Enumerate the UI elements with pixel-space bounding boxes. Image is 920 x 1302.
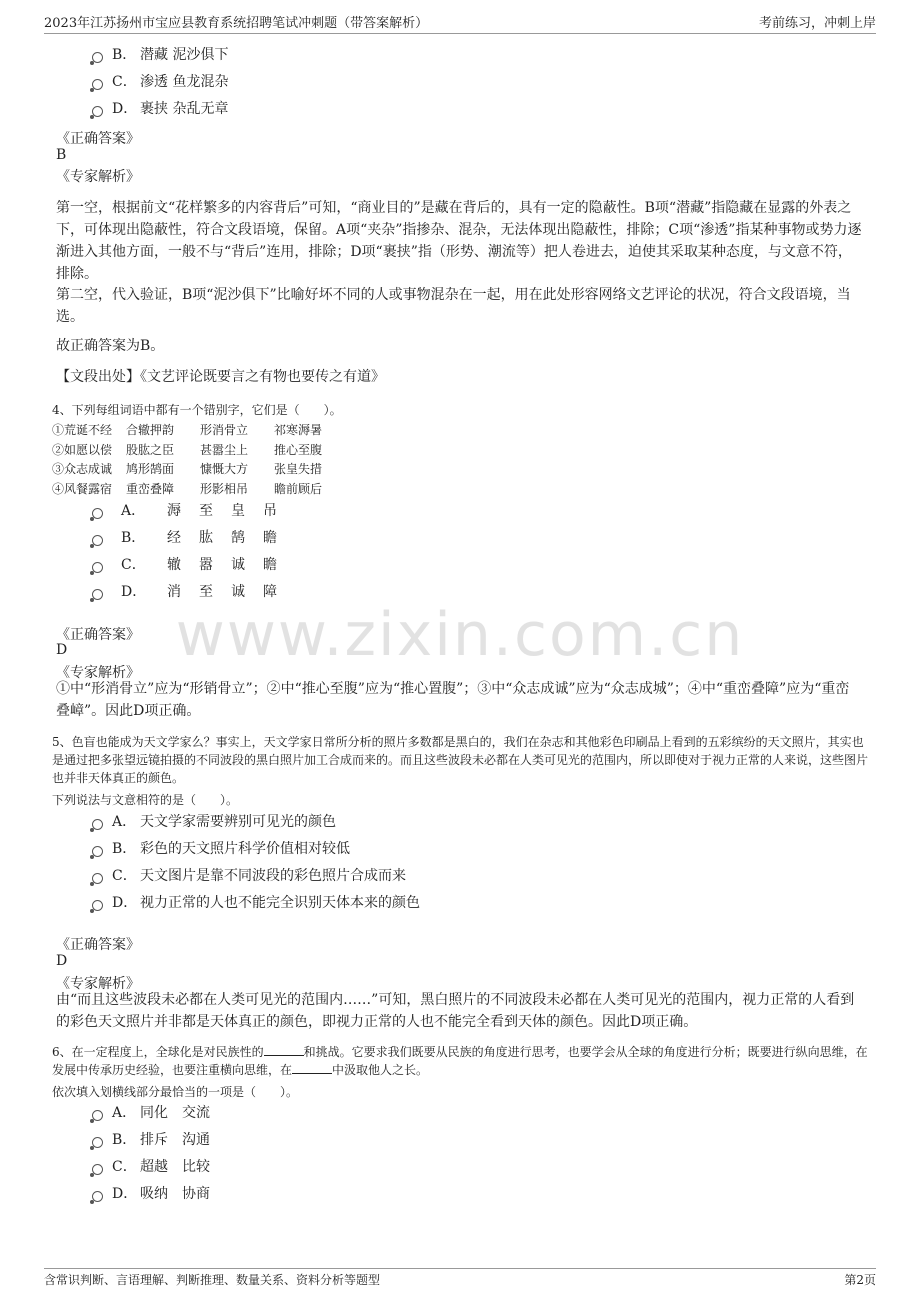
radio-icon[interactable] — [92, 900, 103, 911]
option-char: 皇 — [231, 503, 245, 519]
option-letter: A． — [112, 1105, 137, 1121]
q3-conclusion: 故正确答案为B。 — [56, 338, 165, 354]
option-char: 诚 — [231, 557, 245, 573]
q5-analysis-label: 《专家解析》 — [56, 976, 140, 992]
q4-row-4 — [52, 480, 348, 497]
q5-option-b[interactable] — [92, 838, 350, 858]
option-text: 吸纳 协商 — [140, 1186, 210, 1202]
idiom: ③众志成诚 — [52, 462, 113, 476]
idiom: 鸠形鹄面 — [126, 462, 175, 476]
radio-icon[interactable] — [92, 873, 103, 884]
q4-option-a[interactable] — [92, 500, 295, 520]
option-char: 至 — [199, 584, 213, 600]
option-letter: C． — [121, 557, 146, 573]
q6-option-c[interactable] — [92, 1156, 210, 1176]
fill-blank-1 — [264, 1043, 304, 1056]
radio-icon[interactable] — [92, 508, 103, 519]
radio-icon[interactable] — [92, 819, 103, 830]
radio-icon[interactable] — [92, 1110, 103, 1121]
footer-text: 含常识判断、言语理解、判断推理、数量关系、资料分析等题型 — [44, 1273, 381, 1287]
option-letter: C． — [112, 868, 137, 884]
radio-icon[interactable] — [92, 589, 103, 600]
option-char: 嚣 — [199, 557, 213, 573]
option-letter: D． — [112, 895, 138, 911]
q5-answer: D — [56, 953, 68, 969]
option-char: 障 — [263, 584, 277, 600]
watermark: www.zixin.com.cn — [175, 600, 745, 670]
q4-answer: D — [56, 642, 68, 658]
idiom: 形影相吊 — [200, 482, 249, 496]
q3-option-d[interactable] — [92, 98, 228, 118]
q4-row-2 — [52, 441, 348, 458]
radio-icon[interactable] — [92, 106, 103, 117]
idiom: 慷慨大方 — [200, 462, 249, 476]
option-letter: B． — [112, 47, 137, 63]
q6-stem-part-2: 和挑战。它要求我们既要从民族的角度进行思考，也要学会从全球的角度进行分析；既要进行纵向思维，在发展中传承历史经验，也要注重横向思维，在 — [52, 1045, 868, 1077]
option-char: 消 — [167, 584, 181, 600]
q6-option-a[interactable] — [92, 1102, 210, 1122]
q4-stem: 4、下列每组词语中都有一个错别字，它们是（ ）。 — [52, 403, 342, 417]
header-title: 2023年江苏扬州市宝应县教育系统招聘笔试冲刺题（带答案解析） — [44, 16, 429, 31]
radio-icon[interactable] — [92, 79, 103, 90]
idiom: ④风餐露宿 — [52, 482, 113, 496]
q5-answer-label: 《正确答案》 — [56, 937, 140, 953]
option-letter: B． — [121, 530, 146, 546]
q3-source: 【文段出处】《文艺评论既要言之有物也要传之有道》 — [56, 369, 385, 385]
header-divider — [44, 33, 876, 34]
option-char: 诚 — [231, 584, 245, 600]
q4-analysis: ①中“形消骨立”应为“形销骨立”；②中“推心至腹”应为“推心置腹”；③中“众志成诚”应为“众志成城”；④中“重峦叠障”应为“重峦叠嶂”。因此D项正确。 — [56, 681, 850, 719]
radio-icon[interactable] — [92, 846, 103, 857]
option-char: 肱 — [199, 530, 213, 546]
q5-option-c[interactable] — [92, 865, 406, 885]
q5-analysis: 由“而且这些波段未必都在人类可见光的范围内……”可知，黑白照片的不同波段未必都在人类可见光的范围内，视力正常的人看到的彩色天文照片并非都是天体真正的颜色，即视力正常的人也不能完全看到天体的颜色。因此D项正确。 — [56, 992, 855, 1030]
q4-option-b[interactable] — [92, 527, 295, 547]
option-char: 辙 — [167, 557, 181, 573]
q3-analysis-para-2: 第二空，代入验证，B项“泥沙俱下”比喻好坏不同的人或事物混杂在一起，用在此处形容网络文艺评论的状况，符合文段语境，当选。 — [56, 287, 851, 325]
q3-option-c[interactable] — [92, 71, 228, 91]
option-letter: A． — [121, 503, 146, 519]
option-text: 同化 交流 — [140, 1105, 210, 1121]
header-slogan: 考前练习，冲刺上岸 — [758, 16, 876, 31]
option-text: 排斥 沟通 — [140, 1132, 210, 1148]
idiom: 张皇失措 — [274, 462, 323, 476]
radio-icon[interactable] — [92, 562, 103, 573]
option-letter: D． — [112, 101, 138, 117]
footer-divider — [44, 1268, 876, 1269]
q3-answer: B — [56, 147, 67, 163]
q5-option-a[interactable] — [92, 811, 336, 831]
q4-row-3 — [52, 460, 348, 477]
q6-option-b[interactable] — [92, 1129, 210, 1149]
option-letter: D． — [112, 1186, 138, 1202]
option-text: 视力正常的人也不能完全识别天体本来的颜色 — [140, 895, 420, 911]
q4-row-1 — [52, 421, 348, 438]
idiom: 合辙押韵 — [126, 423, 175, 437]
idiom: 股肱之臣 — [126, 443, 175, 457]
q5-question: 下列说法与文意相符的是（ ）。 — [52, 793, 239, 807]
q6-stem-part-3: 中汲取他人之长。 — [332, 1063, 429, 1077]
option-char: 溽 — [167, 503, 181, 519]
option-char: 瞻 — [263, 530, 277, 546]
page-number: 第2页 — [844, 1273, 876, 1287]
option-char: 吊 — [263, 503, 277, 519]
q5-stem: 5、色盲也能成为天文学家么？事实上，天文学家日常所分析的照片多数都是黑白的，我们在杂志和其他彩色印刷品上看到的五彩缤纷的天文照片，其实也是通过把多张望远镜拍摄的不同波段的黑白照片加工合成而来的。而且这些波段未必都在人类可见光的范围内，所以即使对于视力正常的人来说，这些图片也并非天体真正的颜色。 — [52, 735, 869, 785]
option-char: 瞻 — [263, 557, 277, 573]
q3-analysis-label: 《专家解析》 — [56, 169, 140, 185]
radio-icon[interactable] — [92, 535, 103, 546]
option-letter: A． — [112, 814, 137, 830]
fill-blank-2 — [292, 1061, 332, 1074]
option-text: 潜藏 泥沙俱下 — [140, 47, 229, 63]
option-letter: C． — [112, 74, 137, 90]
option-char: 鹄 — [231, 530, 245, 546]
option-letter: B． — [112, 841, 137, 857]
radio-icon[interactable] — [92, 52, 103, 63]
idiom: 瞻前顾后 — [274, 482, 323, 496]
q4-option-c[interactable] — [92, 554, 295, 574]
option-text: 天文图片是靠不同波段的彩色照片合成而来 — [140, 868, 406, 884]
q5-option-d[interactable] — [92, 892, 420, 912]
q4-option-d[interactable] — [92, 581, 295, 601]
q3-analysis-para-1: 第一空，根据前文“花样繁多的内容背后”可知，“商业目的”是藏在背后的，具有一定的隐蔽性。B项“潜藏”指隐藏在显露的外表之下，可体现出隐蔽性，符合文段语境，保留。A项“夹杂”指掺杂、混杂，无法体现出隐蔽性，排除；C项“渗透”指某种事物或势力逐渐进入其他方面，一般不与“背后”连用，排除；D项“裹挟”指（形势、潮流等）把人卷进去，迫使其采取某种态度，与文意不符，排除。 — [56, 200, 862, 282]
idiom: 重峦叠障 — [126, 482, 175, 496]
option-text: 裹挟 杂乱无章 — [140, 101, 229, 117]
radio-icon[interactable] — [92, 1191, 103, 1202]
q3-option-b[interactable] — [92, 44, 228, 64]
option-letter: C． — [112, 1159, 137, 1175]
option-text: 渗透 鱼龙混杂 — [140, 74, 229, 90]
idiom: ②如愿以偿 — [52, 443, 113, 457]
q6-stem-part-1: 6、在一定程度上，全球化是对民族性的 — [52, 1045, 264, 1059]
idiom: 形消骨立 — [200, 423, 249, 437]
idiom: 祁寒溽暑 — [274, 423, 323, 437]
q6-option-d[interactable] — [92, 1183, 210, 1203]
radio-icon[interactable] — [92, 1137, 103, 1148]
option-text: 天文学家需要辨别可见光的颜色 — [140, 814, 336, 830]
option-char: 经 — [167, 530, 181, 546]
option-text: 彩色的天文照片科学价值相对较低 — [140, 841, 350, 857]
idiom: 甚嚣尘上 — [200, 443, 249, 457]
radio-icon[interactable] — [92, 1164, 103, 1175]
option-text: 超越 比较 — [140, 1159, 210, 1175]
q4-answer-label: 《正确答案》 — [56, 627, 140, 643]
idiom: 推心至腹 — [274, 443, 323, 457]
q3-answer-label: 《正确答案》 — [56, 131, 140, 147]
option-letter: B． — [112, 1132, 137, 1148]
option-char: 至 — [199, 503, 213, 519]
q4-analysis-label: 《专家解析》 — [56, 665, 140, 681]
q6-question: 依次填入划横线部分最恰当的一项是（ ）。 — [52, 1085, 299, 1099]
idiom: ①荒诞不经 — [52, 423, 113, 437]
q6-stem — [52, 1043, 868, 1079]
option-letter: D． — [121, 584, 147, 600]
